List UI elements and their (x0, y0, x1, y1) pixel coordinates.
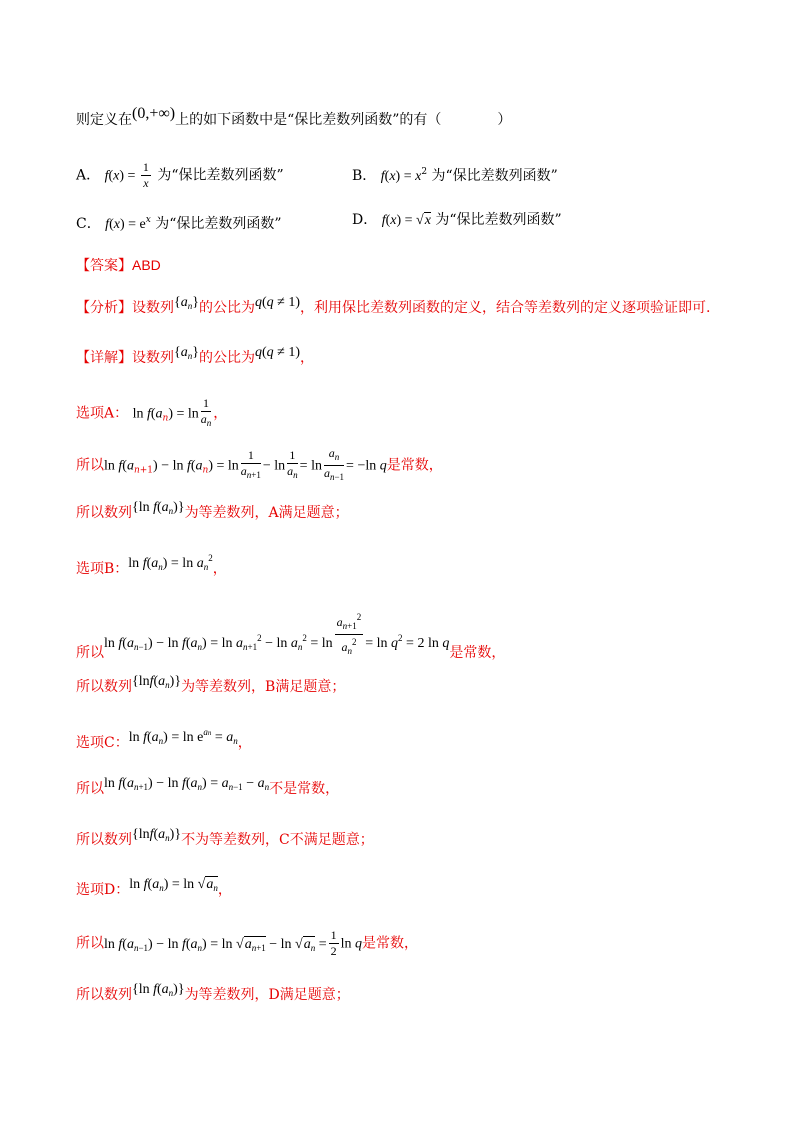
is-const: 是常数， (386, 457, 443, 474)
comma: ， (213, 405, 228, 422)
option-c-text: 为“保比差数列函数” (155, 216, 282, 232)
so-seq-label: 所以数列 (76, 505, 132, 521)
so-label: 所以 (76, 457, 104, 474)
is-const: 是常数， (362, 935, 419, 952)
step-b-2: 所以$\ln f(a_{n-1}) - \ln f(a_n) = \ln a_{n+1}^2 - \ln a_n^2 = \ln$ $\frac{a_{n+1}^2}{a_n^2}$ = $\ln q^2 = 2$ ln q是常数， (76, 612, 506, 661)
question-prefix: 则定义在 (76, 112, 132, 128)
step-c-3: 所以数列$\{\ln f(a_n)\}$不为等差数列，C不满足题意； (76, 827, 374, 848)
step-a-2: 所以$\ln f(a_{n+1}) - \ln f(a_n) = \ln$ $\frac{1}{a_{n+1}}$ − ln $\frac{1}{a_n}$ = ln $\frac{a_n}{a_{n-1}}$ = −ln q是常数， (76, 446, 443, 482)
detail-label: 【详解】 (76, 350, 132, 366)
step-d-3: 所以数列{ln $f(a_n)$}为等差数列，D满足题意； (76, 982, 350, 1003)
so-seq-label: 所以数列 (76, 832, 132, 848)
option-b-conclusion: 为等差数列，B满足题意； (181, 679, 346, 695)
so-label: 所以 (76, 781, 104, 797)
so-label: 所以 (76, 645, 104, 661)
option-d-step-label: 选项D： (76, 882, 130, 898)
option-c: C． $f(x) = e^x$ 为“保比差数列函数” (76, 215, 282, 232)
answer-value: ABD (132, 257, 161, 273)
so-seq-label: 所以数列 (76, 679, 132, 695)
detail-line: 【详解】设数列$\{a_n\}$的公比为q(q ≠ 1)， (76, 345, 314, 366)
detail-text-3: ， (300, 350, 314, 366)
question-line (76, 104, 511, 130)
answer-line (76, 255, 161, 276)
domain-interval: (0,+∞) (132, 105, 176, 122)
not-const: 不是常数， (269, 781, 340, 797)
analysis-label: 【分析】 (76, 300, 132, 316)
comma: ， (237, 735, 252, 751)
option-a-conclusion: 为等差数列，A满足题意； (184, 505, 349, 521)
step-a-3: 所以数列{ln $f(a_n)$}为等差数列，A满足题意； (76, 500, 349, 521)
is-const: 是常数， (449, 645, 506, 661)
option-a-text: 为“保比差数列函数” (157, 167, 284, 184)
comma: ， (212, 561, 227, 577)
comma: ， (217, 882, 232, 898)
question-suffix: 上的如下函数中是“保比差数列函数”的有（ ） (175, 112, 512, 128)
detail-text-2: 的公比为 (198, 350, 255, 366)
step-d-1: 选项D：$\ln f(a_n) = \ln √a_n$， (76, 877, 232, 898)
option-b-step-label: 选项B： (76, 561, 129, 577)
option-a: A． f(x) = $\frac{1}{x}$ 为“保比差数列函数” (76, 160, 284, 190)
so-label: 所以 (76, 935, 104, 952)
analysis-line: 【分析】设数列$\{a_n\}$的公比为q(q ≠ 1)，利用保比差数列函数的定义，结合等差数列的定义逐项验证即可. (76, 295, 711, 316)
answer-label: 【答案】 (76, 258, 132, 274)
option-b-text: 为“保比差数列函数” (431, 168, 558, 184)
option-d: D． f(x) = √x 为“保比差数列函数” (352, 212, 562, 228)
option-a-label: A． (76, 167, 101, 184)
option-c-label: C． (76, 216, 101, 232)
analysis-text-2: 的公比为 (198, 300, 255, 316)
step-a-1: 选项A： $\ln f(a_n) = \ln$ $\frac{1}{a_n}$ ， (76, 396, 228, 428)
analysis-text-3: ，利用保比差数列函数的定义，结合等差数列的定义逐项验证即可. (300, 300, 711, 316)
step-d-2: 所以$\ln f(a_{n-1}) - \ln f(a_n) = \ln √a_{n+1} - \ln √a_n$ = $\frac{1}{2}$ ln q是常数， (76, 928, 419, 958)
option-d-conclusion: 为等差数列，D满足题意； (184, 987, 350, 1003)
option-c-step-label: 选项C： (76, 735, 129, 751)
step-b-1: 选项B：$\ln f(a_n) = \ln a_n^2$， (76, 553, 227, 577)
analysis-text-1: 设数列 (132, 300, 174, 316)
option-d-label: D． (352, 212, 378, 228)
detail-text-1: 设数列 (132, 350, 174, 366)
option-d-text: 为“保比差数列函数” (435, 212, 562, 228)
step-b-3: 所以数列$\{\ln f(a_n)\}$为等差数列，B满足题意； (76, 674, 346, 695)
step-c-1: 选项C：$\ln f(a_n) = \ln e^{an} = a_n$， (76, 727, 252, 751)
so-seq-label: 所以数列 (76, 987, 132, 1003)
option-a-step-label: 选项A： (76, 405, 129, 422)
option-c-conclusion: 不为等差数列，C不满足题意； (181, 832, 374, 848)
step-c-2: 所以$\ln f(a_{n+1}) - \ln f(a_n) = a_{n-1} - a_n$不是常数， (76, 776, 340, 797)
option-b: B． $f(x) = x^2$ 为“保比差数列函数” (352, 167, 558, 184)
option-b-label: B． (352, 168, 377, 184)
